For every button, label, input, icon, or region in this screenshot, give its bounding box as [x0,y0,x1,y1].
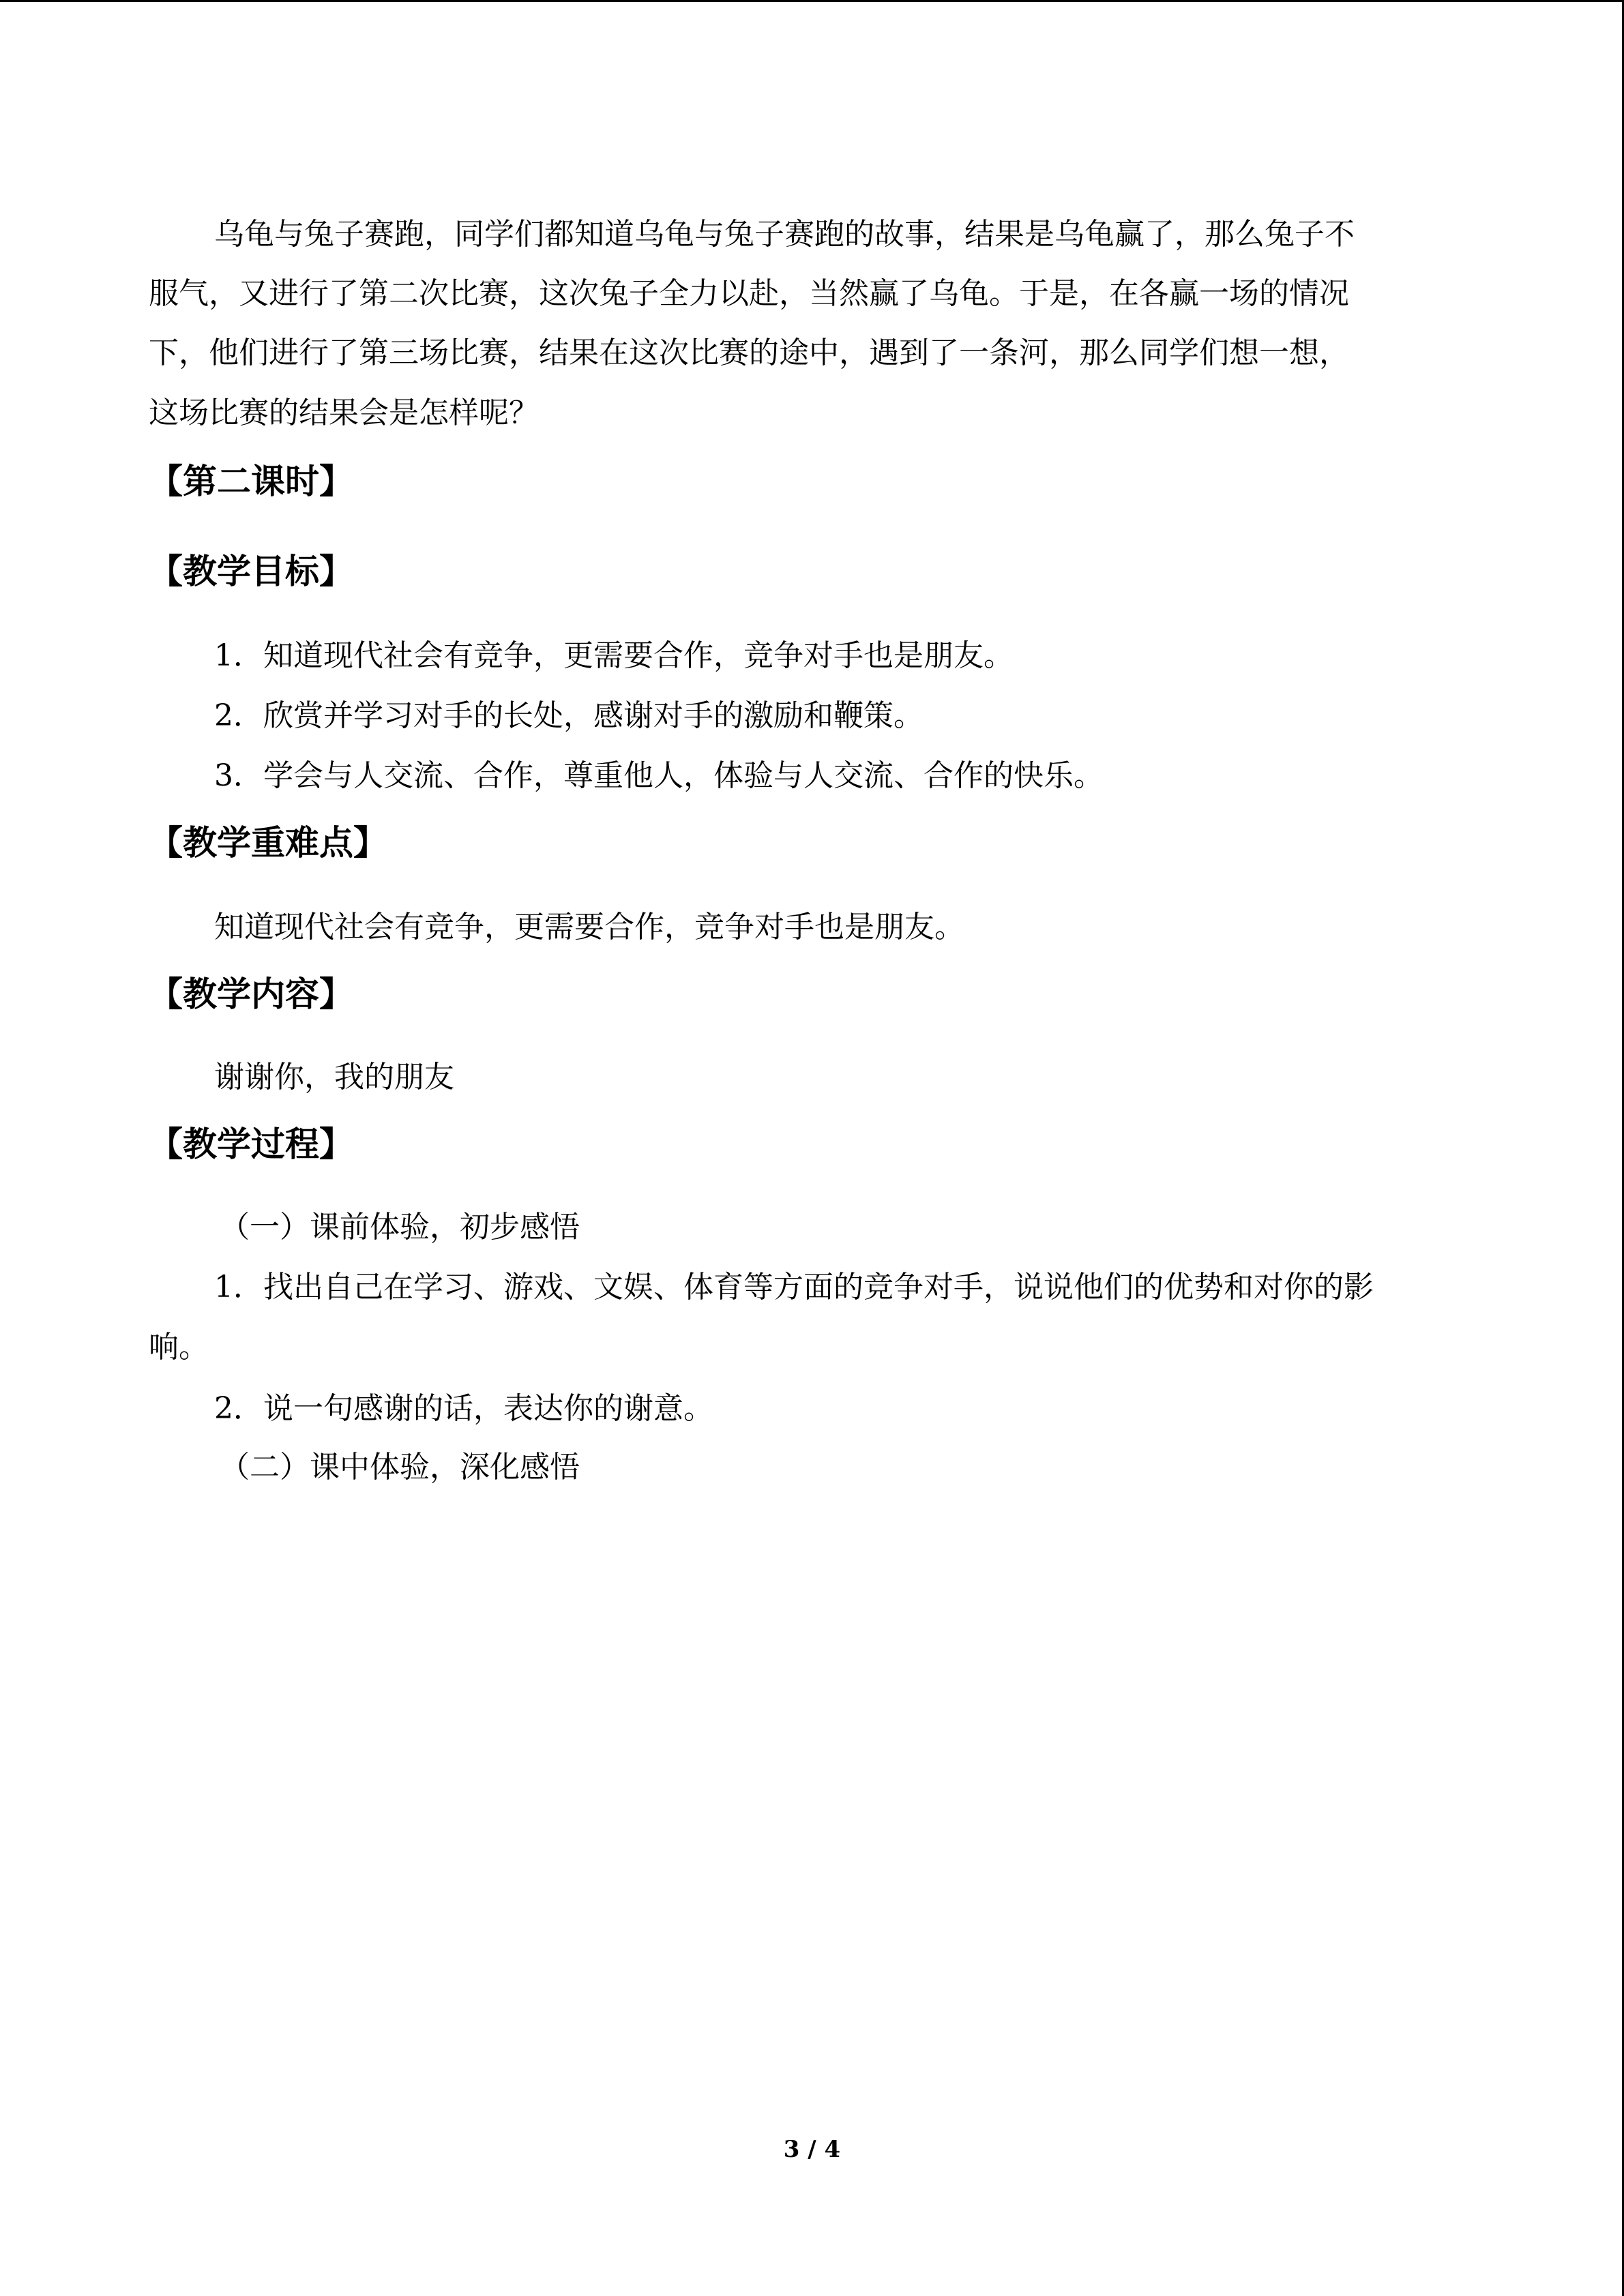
page-number: 3 / 4 [783,2136,841,2163]
heading-teaching-content: 【教学内容】 [149,974,353,1014]
process-part2-title: （二）课中体验，深化感悟 [220,1450,580,1485]
intro-line-3: 下，他们进行了第三场比赛，结果在这次比赛的途中，遇到了一条河，那么同学们想一想， [149,336,1349,370]
goal-item-3: 3．学会与人交流、合作，尊重他人，体验与人交流、合作的快乐。 [214,758,1104,793]
heading-second-lesson: 【第二课时】 [149,461,353,501]
heading-teaching-goals: 【教学目标】 [149,551,353,591]
process-item1-line1: 1．找出自己在学习、游戏、文娱、体育等方面的竞争对手，说说他们的优势和对你的影 [214,1270,1374,1304]
process-item2: 2．说一句感谢的话，表达你的谢意。 [214,1391,713,1426]
goal-item-2: 2．欣赏并学习对手的长处，感谢对手的激励和鞭策。 [214,698,924,733]
heading-teaching-process: 【教学过程】 [149,1124,353,1164]
key-points-text: 知道现代社会有竞争，更需要合作，竞争对手也是朋友。 [214,910,964,944]
process-item1-line2: 响。 [149,1330,209,1365]
teaching-content-text: 谢谢你，我的朋友 [214,1060,454,1094]
heading-key-points: 【教学重难点】 [149,822,387,863]
intro-line-4: 这场比赛的结果会是怎样呢？ [149,396,539,430]
goal-item-1: 1．知道现代社会有竞争，更需要合作，竞争对手也是朋友。 [214,638,1014,673]
intro-line-1: 乌龟与兔子赛跑，同学们都知道乌龟与兔子赛跑的故事，结果是乌龟赢了，那么兔子不 [214,217,1355,252]
process-part1-title: （一）课前体验，初步感悟 [220,1210,580,1244]
intro-line-2: 服气，又进行了第二次比赛，这次兔子全力以赴，当然赢了乌龟。于是，在各赢一场的情况 [149,276,1349,311]
